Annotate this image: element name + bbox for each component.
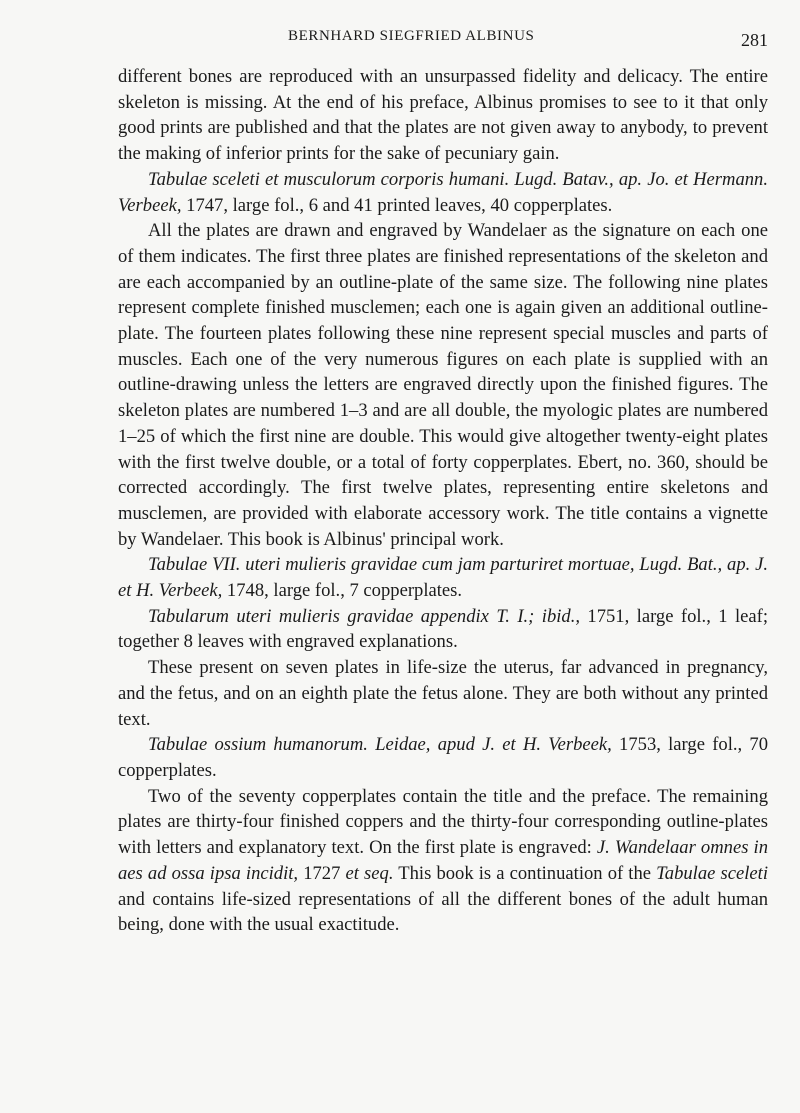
page-header [118,26,768,52]
entry-details: 1751, large fol., 1 leaf; together 8 leaves with engraved explanations. [118,605,768,653]
bibliographic-entry-tabulae-vii [118,552,768,603]
entry-publisher: Verbeek, [118,194,182,216]
entry-imprint: Lugd. Batav., ap. Jo. et Hermann. [514,168,768,190]
referenced-title: Tabulae sceleti [656,862,768,884]
entry-imprint: Leidae, apud J. et H. Verbeek, [375,734,612,756]
page-number: 281 [741,30,768,50]
bibliographic-entry-appendix [118,604,768,655]
inscription-year: 1727 [298,862,346,884]
entry-title: Tabulae sceleti et musculorum corporis humani. [148,168,510,190]
text-segment: and contains life-sized representations of all the different bones of the adult human being, done with the usual exactitude. [118,888,768,936]
entry-title: Tabularum uteri mulieris gravidae appendix T. I.; ibid., [148,605,580,627]
text-segment: This book is a continuation of the [393,862,657,884]
body-text [118,64,768,938]
entry-imprint: Lugd. Bat., ap. J. et H. Verbeek, [118,554,768,602]
paragraph-uterus-plates: These present on seven plates in life-size the uterus, far advanced in pregnancy, and the fetus, and on an eighth plate the fetus alone. They are both without any printed text. [118,657,768,730]
running-head: BERNHARD SIEGFRIED ALBINUS [288,28,535,44]
paragraph-continuation: different bones are reproduced with an unsurpassed fidelity and delicacy. The entire skeleton is missing. At the end of his preface, Albinus promises to see to it that only good prints are published and that the plates are not given away to anybody, to prevent the making of inferior prints for the sake of pecuniary gain. [118,66,768,165]
bibliographic-entry-tabulae-sceleti [118,167,768,218]
paragraph-plates-description: All the plates are drawn and engraved by Wandelaer as the signature on each one of them indicates. The first three plates are finished representations of the skeleton and are each accompanied by an outline-plate of the same size. The following nine plates represent complete finished musclemen; each one is again given an additional outline-plate. The fourteen plates following these nine represent special muscles and parts of muscles. Each one of the very numerous figures on each plate is supplied with an outline-drawing unless the letters are engraved directly upon the finished figures. The skeleton plates are numbered 1–3 and are all double, the myologic plates are numbered 1–25 of which the first nine are double. This would give altogether twenty-eight plates with the first twelve double, or a total of forty copperplates. Ebert, no. 360, should be corrected accordingly. The first twelve plates, representing entire skeletons and musclemen, are provided with elaborate accessory work. The title contains a vignette by Wandelaer. This book is Albinus' principal work. [118,220,768,550]
entry-details: 1748, large fol., 7 copperplates. [222,580,463,602]
et-seq: et seq. [345,862,394,884]
engraved-inscription: J. Wandelaar omnes in aes ad ossa ipsa incidit, [118,837,768,884]
paragraph-ossium-description [118,784,768,938]
bibliographic-entry-tabulae-ossium [118,732,768,783]
entry-title: Tabulae VII. uteri mulieris gravidae cum jam parturiret mortuae, [148,554,635,576]
text-segment: Two of the seventy copperplates contain the title and the preface. The remaining plates are thirty-four finished coppers and the thirty-four corresponding outline-plates with letters and explanatory text. On the first plate is engraved: [118,785,768,859]
entry-details: 1753, large fol., 70 copperplates. [118,734,769,781]
entry-title: Tabulae ossium humanorum. [148,734,368,756]
entry-details: 1747, large fol., 6 and 41 printed leaves, 40 copperplates. [181,194,613,216]
